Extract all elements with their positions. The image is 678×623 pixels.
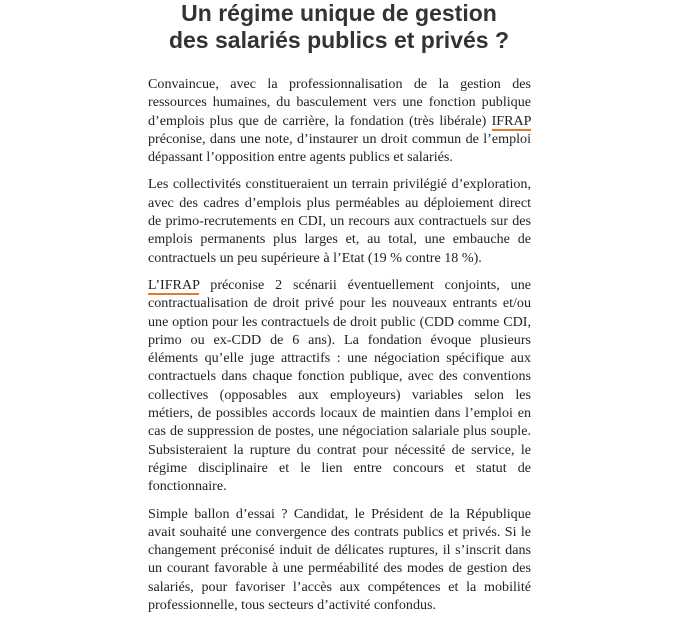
title-line-2: des salariés publics et privés ? (168, 27, 510, 53)
paragraph-1-text-after: préconise, dans une note, d’instaurer un droit commun de l’emploi dépassant l’opposition entre agents publics et salariés. (148, 130, 531, 166)
article-title (0, 0, 678, 54)
ifrap-link[interactable]: IFRAP (491, 112, 531, 129)
paragraph-3 (148, 276, 531, 496)
lifrap-link[interactable]: L’IFRAP (148, 276, 200, 293)
title-line-1: Un régime unique de gestion (181, 0, 497, 26)
article-body (148, 75, 531, 623)
paragraph-2: Les collectivités constitueraient un terrain privilégié d’exploration, avec des cadres d’emplois plus perméables au déploiement direct de primo-recrutements en CDI, un recours aux contractuels sur des emplois permanents plus larges et, au total, une embauche de contractuels un peu supérieure à l’Etat (19 % contre 18 %). (148, 176, 531, 266)
paragraph-3-text: préconise 2 scénarii éventuellement conjoints, une contractualisation de droit privé pour les nouveaux entrants et/ou une option pour les contractuels de droit public (CDD comme CDI, primo ou ex-CDD de 6 ans). La fondation évoque plusieurs éléments qu’elle juge attractifs : une négociation spécifique aux contractuels dans chaque fonction publique, avec des conventions collectives (opposables aux employeurs) variables selon les métiers, de possibles accords locaux de maintien dans l’emploi en cas de suppression de postes, une négociation salariale plus souple. Subsisteraient la rupture du contrat pour nécessité de service, le régime disciplinaire et le lien entre concours et statut de fonctionnaire. (148, 276, 531, 495)
paragraph-1-text-before: Convaincue, avec la professionnalisation de la gestion des ressources humaines, du basculement vers une fonction publique d’emplois plus que de carrière, la fondation (très libérale) (148, 76, 531, 129)
paragraph-1 (148, 75, 531, 166)
paragraph-4: Simple ballon d’essai ? Candidat, le Président de la République avait souhaité une convergence des contrats publics et privés. Si le changement préconisé induit de délicates ruptures, il s’inscrit dans un courant favorable à une perméabilité des modes de gestion des salariés, pour favoriser l’accès aux compétences et la mobilité professionnelle, tous secteurs d’activité confondus. (148, 505, 531, 614)
